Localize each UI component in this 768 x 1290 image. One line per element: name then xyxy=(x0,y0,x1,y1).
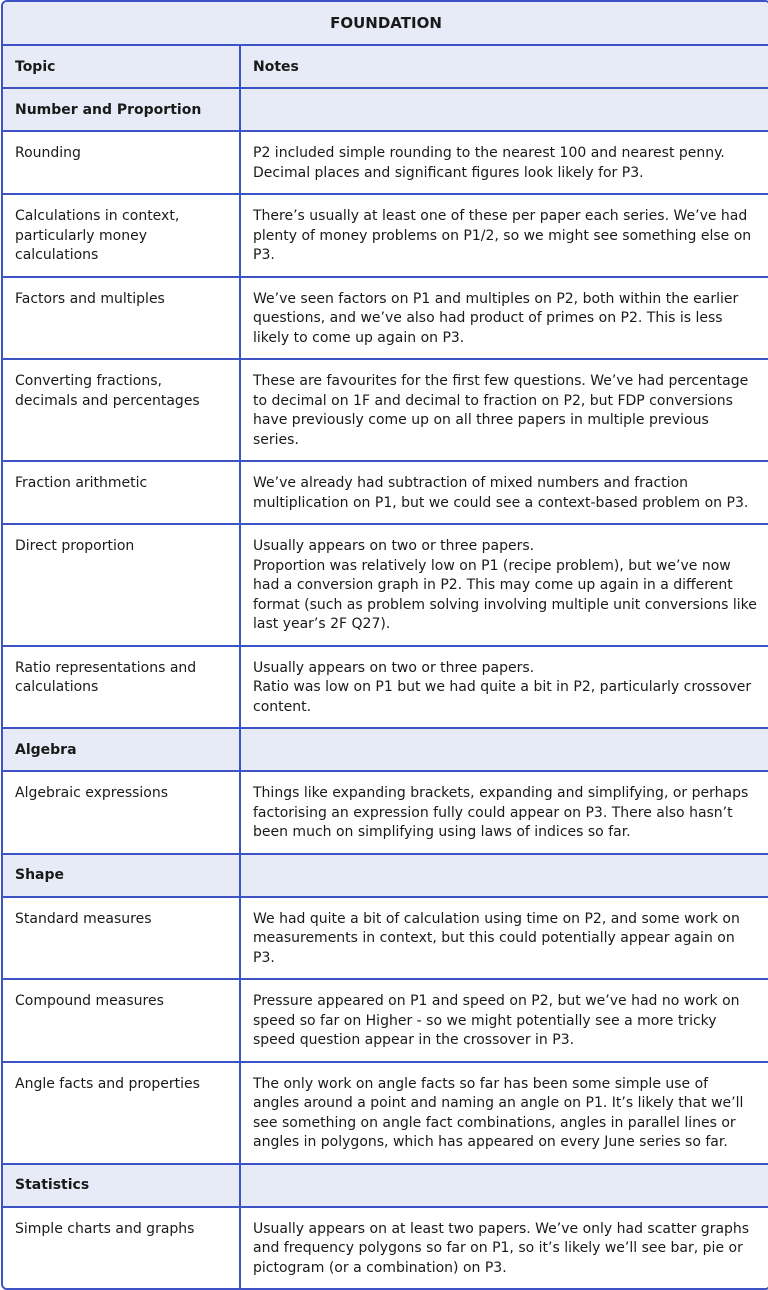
table-row xyxy=(3,195,768,278)
topic-cell: Simple charts and graphs xyxy=(3,1208,241,1289)
notes-cell xyxy=(241,360,768,462)
notes-cell xyxy=(241,772,768,855)
table-row xyxy=(3,1208,768,1289)
topic-cell: Ratio representations and calculations xyxy=(3,647,241,730)
section-title: Statistics xyxy=(3,1165,241,1208)
foundation-table xyxy=(1,0,768,1290)
notes-cell xyxy=(241,980,768,1063)
table-row xyxy=(3,1063,768,1165)
topic-cell: Compound measures xyxy=(3,980,241,1063)
topic-cell: Angle facts and properties xyxy=(3,1063,241,1165)
section-notes-empty xyxy=(241,89,768,132)
notes-line: Usually appears on two or three papers. xyxy=(253,538,535,554)
section-notes-empty xyxy=(241,855,768,898)
notes-line: We’ve seen factors on P1 and multiples on P2, both within the earlier questions, and we’ve also had product of primes on P2. This is less likely to come up again on P3. xyxy=(253,290,739,346)
notes-line: We’ve already had subtraction of mixed numbers and fraction multiplication on P1, but we could see a context-based problem on P3. xyxy=(253,475,749,511)
table-row xyxy=(3,360,768,462)
notes-cell xyxy=(241,195,768,278)
table-row xyxy=(3,278,768,361)
table-title: FOUNDATION xyxy=(3,2,768,46)
notes-cell xyxy=(241,1063,768,1165)
topic-cell: Direct proportion xyxy=(3,525,241,647)
notes-cell xyxy=(241,462,768,525)
table-row xyxy=(3,462,768,525)
table-title-row xyxy=(3,2,768,46)
table-body xyxy=(3,89,768,1288)
notes-line: P2 included simple rounding to the nearest 100 and nearest penny. Decimal places and significant figures look likely for P3. xyxy=(253,145,725,181)
topic-cell: Algebraic expressions xyxy=(3,772,241,855)
notes-cell xyxy=(241,1208,768,1289)
table-row xyxy=(3,132,768,195)
notes-cell xyxy=(241,278,768,361)
notes-line: There’s usually at least one of these per paper each series. We’ve had plenty of money problems on P1/2, so we might see something else on P3. xyxy=(253,208,752,263)
notes-line: These are favourites for the first few questions. We’ve had percentage to decimal on 1F and decimal to fraction on P2, but FDP conversions have previously come up on all three papers in multiple previous series. xyxy=(253,373,749,448)
section-row xyxy=(3,729,768,772)
section-notes-empty xyxy=(241,729,768,772)
table-row xyxy=(3,898,768,981)
section-row xyxy=(3,855,768,898)
header-notes: Notes xyxy=(241,46,768,89)
table-row xyxy=(3,647,768,730)
table-header-row xyxy=(3,46,768,89)
topic-cell: Calculations in context, particularly money calculations xyxy=(3,195,241,278)
table-row xyxy=(3,772,768,855)
table-row xyxy=(3,525,768,647)
table-row xyxy=(3,980,768,1063)
notes-line: Proportion was relatively low on P1 (recipe problem), but we’ve now had a conversion graph in P2. This may come up again in a different format (such as problem solving involving multiple unit conversions like last year’s 2F Q27). xyxy=(253,557,757,632)
section-row xyxy=(3,1165,768,1208)
notes-cell xyxy=(241,898,768,981)
notes-line: Pressure appeared on P1 and speed on P2, but we’ve had no work on speed so far on Higher - so we might potentially see a more tricky speed question appear in the crossover in P3. xyxy=(253,993,740,1048)
section-row xyxy=(3,89,768,132)
topic-cell: Converting fractions, decimals and percentages xyxy=(3,360,241,462)
section-title: Shape xyxy=(3,855,241,898)
notes-cell xyxy=(241,525,768,647)
section-title: Algebra xyxy=(3,729,241,772)
notes-line: Things like expanding brackets, expanding and simplifying, or perhaps factorising an expression fully could appear on P3. There also hasn’t been much on simplifying using laws of indices so far. xyxy=(253,785,749,840)
notes-line: We had quite a bit of calculation using time on P2, and some work on measurements in context, but this could potentially appear again on P3. xyxy=(253,910,740,966)
notes-line: The only work on angle facts so far has been some simple use of angles around a point and naming an angle on P1. It’s likely that we’ll see something on angle fact combinations, angles in parallel lines or angles in polygons, which has appeared on every June series so far. xyxy=(253,1075,744,1150)
section-notes-empty xyxy=(241,1165,768,1208)
topic-cell: Factors and multiples xyxy=(3,278,241,361)
header-topic: Topic xyxy=(3,46,241,89)
notes-cell xyxy=(241,132,768,195)
topic-cell: Fraction arithmetic xyxy=(3,462,241,525)
notes-line: Usually appears on two or three papers. xyxy=(253,659,535,676)
notes-line: Usually appears on at least two papers. We’ve only had scatter graphs and frequency polygons so far on P1, so it’s likely we’ll see bar, pie or pictogram (or a combination) on P3. xyxy=(253,1220,750,1276)
topic-cell: Rounding xyxy=(3,132,241,195)
topic-cell: Standard measures xyxy=(3,898,241,981)
notes-line: Ratio was low on P1 but we had quite a bit in P2, particularly crossover content. xyxy=(253,679,752,715)
notes-cell xyxy=(241,647,768,730)
section-title: Number and Proportion xyxy=(3,89,241,132)
